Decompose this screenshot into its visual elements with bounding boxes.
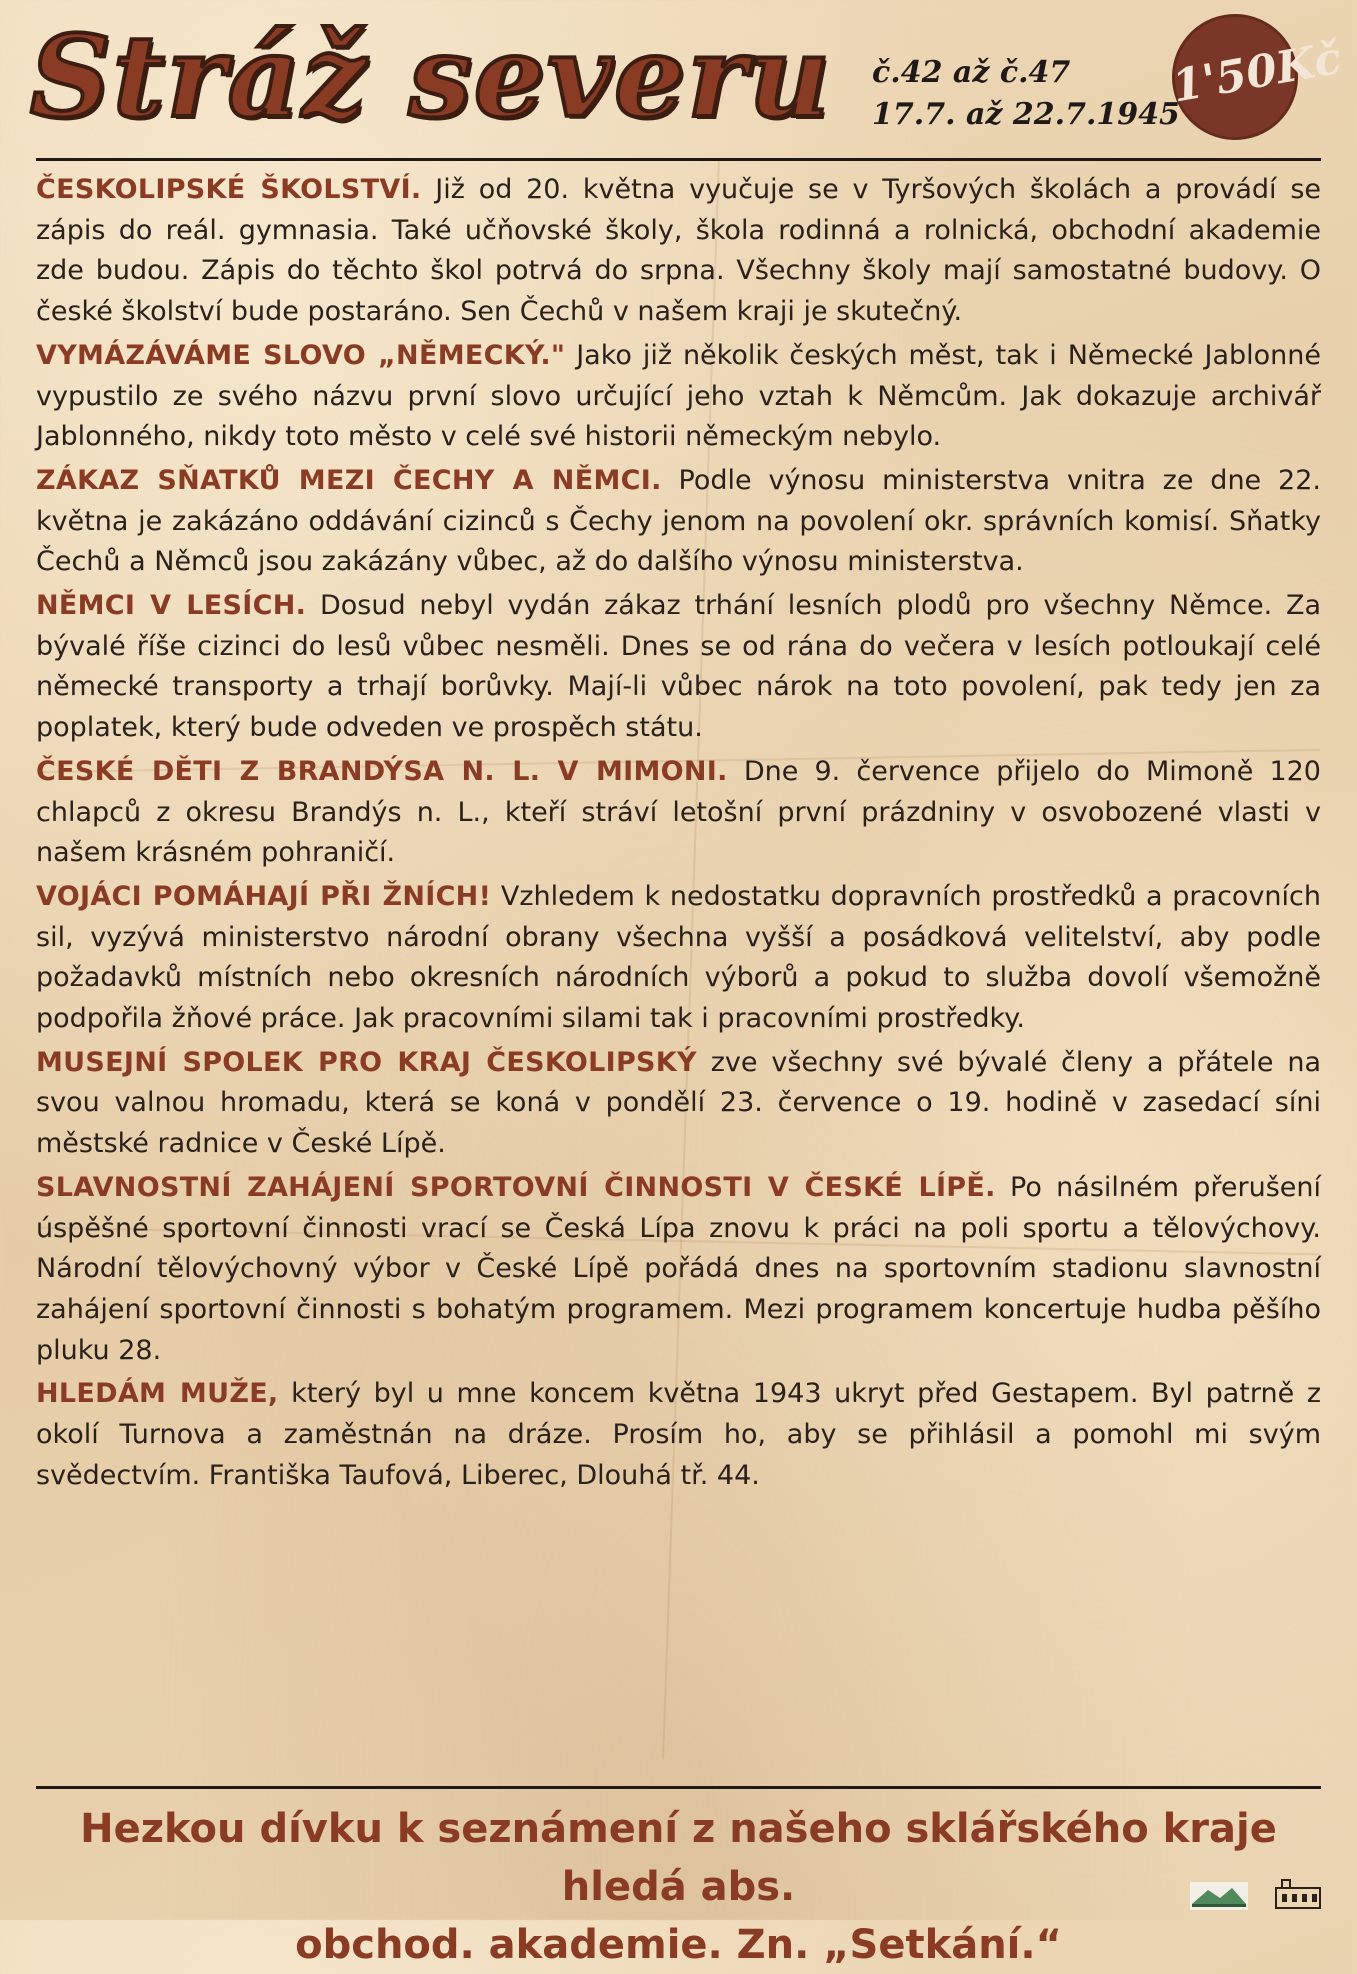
- article-forests: [36, 586, 1321, 749]
- price-stamp: [1162, 4, 1346, 150]
- newspaper-title: Stráž severu: [30, 12, 832, 143]
- masthead: [0, 0, 1357, 150]
- issue-info: [872, 52, 1180, 136]
- top-divider: [36, 158, 1321, 161]
- article-word-removal: [36, 336, 1321, 458]
- article-text: který byl u mne koncem května 1943 ukryt před Gestapem. Byl patrně z okolí Turnova a zaměstnán na dráze. Prosím ho, aby se přihlásil a pomohl mi svým svědectvím. Františka Taufová, Liberec, Dlouhá tř. 44.: [36, 1378, 1321, 1491]
- article-heading: ČESKÉ DĚTI Z BRANDÝSA N. L. V MIMONI.: [36, 755, 728, 787]
- article-heading: MUSEJNÍ SPOLEK PRO KRAJ ČESKOLIPSKÝ: [36, 1046, 697, 1078]
- article-heading: ČESKOLIPSKÉ ŠKOLSTVÍ.: [36, 174, 422, 205]
- issue-dates: 17.7. až 22.7.1945: [872, 97, 1180, 132]
- ad-line-2: obchod. akademie. Zn. „Setkání.“: [295, 1922, 1062, 1968]
- article-museum-society: [36, 1043, 1321, 1165]
- article-schools: [36, 170, 1321, 333]
- hills-logo-icon: [1190, 1882, 1248, 1910]
- article-heading: SLAVNOSTNÍ ZAHÁJENÍ SPORTOVNÍ ČINNOSTI V ČESKÉ LÍPĚ.: [36, 1171, 996, 1203]
- article-seeking-man: [36, 1374, 1321, 1496]
- article-sports-opening: [36, 1168, 1321, 1372]
- bottom-divider: [36, 1786, 1321, 1789]
- article-heading: VOJÁCI POMÁHAJÍ PŘI ŽNÍCH!: [36, 880, 492, 912]
- article-marriage-ban: [36, 461, 1321, 583]
- article-text: Podle výnosu ministerstva vnitra ze dne 22. května je zakázáno oddávání cizinců s Čechy jenom na povolení okr. správních komisí. Sňatky Čechů a Němců jsou zakázány vůbec, až do dalšího výnosu ministerstva.: [36, 464, 1321, 578]
- article-heading: NĚMCI V LESÍCH.: [36, 590, 307, 622]
- article-text: Již od 20. května vyučuje se v Tyršových školách a provádí se zápis do reál. gymnasia. Také učňovské školy, škola rodinná a rolnická, obchodní akademie zde budou. Zápis do těchto škol potrvá do srpna. Všechny školy mají samostatné budovy. O české školství bude postaráno. Sen Čechů v našem kraji je skutečný.: [36, 174, 1322, 328]
- footer-logos: [1190, 1876, 1330, 1912]
- article-text: zve všechny své bývalé členy a přátele na svou valnou hromadu, která se koná v pondělí 23. července o 19. hodině v zasedací síni městské radnice v České Lípě.: [36, 1046, 1321, 1160]
- article-text: Jako již několik českých měst, tak i Německé Jablonné vypustilo ze svého názvu první slovo určující jeho vztah k Němcům. Jak dokazuje archivář Jablonného, nikdy toto město v celé své historii německým nebylo.: [36, 339, 1321, 453]
- price-label: 1'50Kč: [1168, 32, 1346, 113]
- article-text: Dosud nebyl vydán zákaz trhání lesních plodů pro všechny Němce. Za bývalé říše cizinci do lesů vůbec nesměli. Dnes se od rána do večera v lesích potloukají celé německé transporty a trhají borůvky. Mají-li vůbec nárok na toto povolení, pak tedy jen za poplatek, který bude odveden ve prospěch státu.: [36, 590, 1321, 744]
- issue-numbers: č.42 až č.47: [872, 55, 1071, 90]
- article-soldiers-harvest: [36, 877, 1321, 1040]
- article-text: Po násilném přerušení úspěšné sportovní činnosti vrací se Česká Lípa znovu k práci na poli sportu a tělovýchovy. Národní tělovýchovný výbor v České Lípě pořádá dnes na sportovním stadionu slavnostní zahájení sportovní činnosti s bohatým programem. Mezi programem koncertuje hudba pěšího pluku 28.: [36, 1171, 1321, 1366]
- classified-ad: [36, 1800, 1321, 1974]
- building-logo-icon: [1272, 1876, 1324, 1912]
- article-heading: VYMÁZÁVÁME SLOVO „NĚMECKÝ.": [36, 339, 566, 371]
- ad-line-1: Hezkou dívku k seznámení z našeho sklářského kraje hledá abs.: [80, 1806, 1277, 1910]
- article-text: Dne 9. července přijelo do Mimoně 120 chlapců z okresu Brandýs n. L., kteří stráví letošní první prázdniny v osvobozené vlasti v našem krásném pohraničí.: [36, 755, 1321, 869]
- article-children-mimon: [36, 752, 1321, 874]
- article-heading: ZÁKAZ SŇATKŮ MEZI ČECHY A NĚMCI.: [36, 464, 662, 496]
- article-heading: HLEDÁM MUŽE,: [36, 1378, 279, 1410]
- article-list: [36, 170, 1321, 1500]
- article-text: Vzhledem k nedostatku dopravních prostředků a pracovních sil, vyzývá ministerstvo národní obrany všechna vyšší a posádková velitelství, aby podle požadavků místních nebo okresních národních výborů a pokud to služba dovolí všemožně podpořila žňové práce. Jak pracovními silami tak i pracovními prostředky.: [36, 880, 1321, 1035]
